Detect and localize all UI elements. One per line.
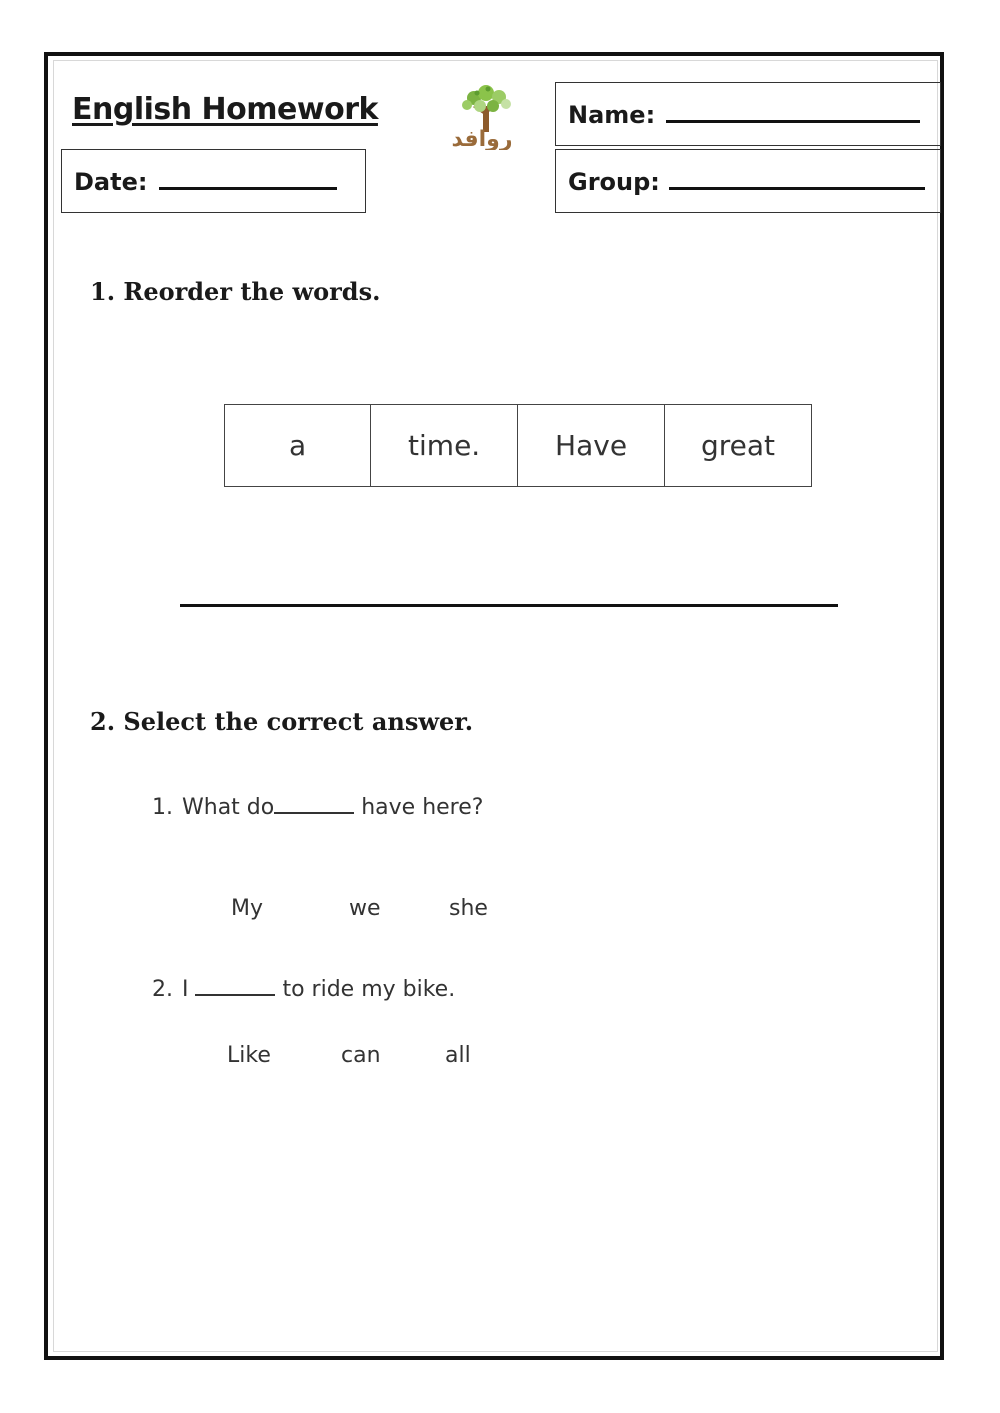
answer-blank[interactable] [274, 796, 354, 814]
question-text-after: to ride my bike. [275, 977, 456, 1002]
group-field-box[interactable] [555, 149, 941, 213]
date-write-line[interactable] [159, 187, 337, 190]
page-inner-border [53, 60, 938, 1352]
question-text-before: I [182, 977, 196, 1002]
name-label: Name: [568, 101, 656, 129]
date-label: Date: [74, 168, 148, 196]
section2-heading: 2. Select the correct answer. [90, 707, 474, 736]
question-2 [152, 977, 455, 1002]
group-write-line[interactable] [669, 187, 925, 190]
word-card[interactable]: Have [518, 405, 665, 487]
question-number: 1. [152, 795, 173, 820]
answer-blank[interactable] [195, 978, 275, 996]
reorder-answer-line[interactable] [180, 604, 838, 607]
option-we[interactable]: we [349, 896, 381, 921]
word-card[interactable]: time. [371, 405, 518, 487]
option-she[interactable]: she [449, 896, 488, 921]
question-number: 2. [152, 977, 173, 1002]
name-write-line[interactable] [666, 120, 920, 123]
tree-logo-icon [430, 84, 535, 150]
question-text-before: What do [182, 795, 275, 820]
worksheet-title: English Homework [72, 92, 378, 127]
word-cards-table [224, 404, 812, 487]
option-can[interactable]: can [341, 1043, 381, 1068]
date-field-box[interactable] [61, 149, 366, 213]
tree-logo [430, 84, 535, 150]
word-card[interactable]: a [225, 405, 371, 487]
option-like[interactable]: Like [227, 1043, 271, 1068]
option-my[interactable]: My [231, 896, 264, 921]
question-text-after: have here? [354, 795, 484, 820]
option-all[interactable]: all [445, 1043, 471, 1068]
name-field-box[interactable] [555, 82, 941, 146]
section1-heading: 1. Reorder the words. [90, 277, 381, 306]
word-card[interactable]: great [665, 405, 812, 487]
logo-text: روافد [451, 127, 513, 150]
group-label: Group: [568, 168, 660, 196]
question-1 [152, 795, 483, 820]
